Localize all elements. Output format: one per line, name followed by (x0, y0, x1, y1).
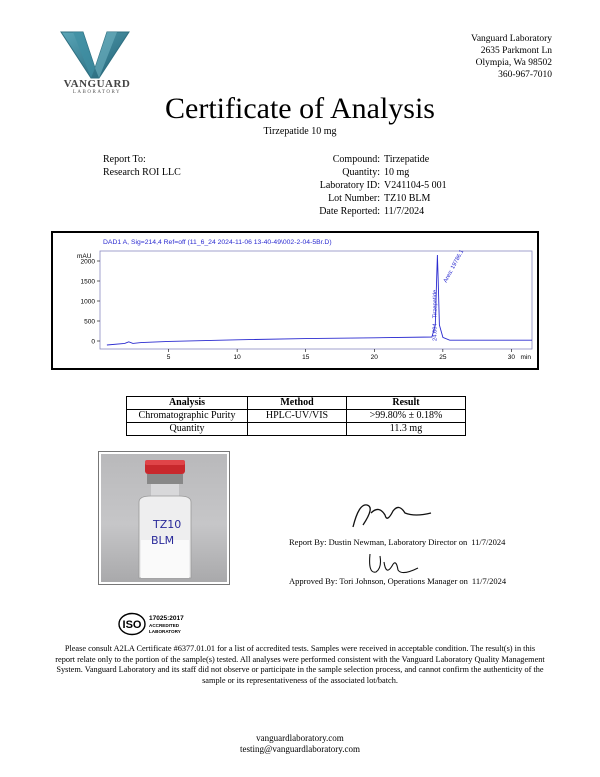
chromatogram-plot (53, 233, 537, 368)
header-analysis: Analysis (127, 397, 248, 410)
sample-photo (98, 451, 230, 585)
detail-quantity: Quantity: 10 mg (342, 167, 410, 178)
y-tick-label: 2000 (80, 258, 95, 266)
report-to-value: Research ROI LLC (103, 167, 181, 178)
vial-image (101, 454, 227, 582)
logo-subtitle: LABORATORY (72, 90, 122, 95)
approved-by (289, 576, 506, 586)
table-header-row (127, 397, 466, 410)
vial-label-line2: BLM (151, 534, 175, 547)
cell-analysis: Quantity (127, 423, 248, 436)
header-method: Method (248, 397, 347, 410)
x-unit-label: min (520, 354, 531, 361)
y-unit-label: mAU (77, 253, 92, 260)
director-signature-icon (345, 495, 435, 535)
x-tick-label: 25 (439, 354, 447, 361)
x-tick-label: 30 (507, 354, 516, 361)
lab-name: Vanguard Laboratory (471, 34, 552, 44)
lab-address (471, 33, 552, 81)
detail-compound: Compound: Tirzepatide (332, 154, 430, 165)
detail-lot-number: Lot Number: TZ10 BLM (328, 193, 431, 204)
detail-lab-id: Laboratory ID: V241104-5 001 (319, 180, 447, 191)
table-row (127, 423, 466, 436)
chromatogram (51, 231, 539, 370)
plot-frame (100, 248, 532, 349)
approved-by-text: Approved By: Tori Johnson, Operations Manager on (289, 576, 468, 586)
approved-by-date: 11/7/2024 (471, 576, 507, 586)
logo-name: VANGUARD (63, 78, 131, 90)
cell-analysis: Chromatographic Purity (127, 410, 248, 423)
y-tick-label: 1500 (80, 278, 95, 286)
peak-area-label: Area: 19786.1 (442, 248, 466, 284)
y-tick-label: 0 (91, 338, 95, 346)
email-link[interactable]: testing@vanguardlaboratory.com (240, 744, 360, 754)
peak-rt-label: 24.604 - Tirzepatide (432, 289, 439, 341)
x-tick-label: 15 (302, 354, 310, 361)
cell-result: 11.3 mg (347, 423, 466, 436)
cell-method: HPLC-UV/VIS (248, 410, 347, 423)
iso-accreditation-icon (118, 612, 202, 636)
report-by (289, 537, 505, 547)
iso-line3: LABORATORY (149, 629, 181, 634)
report-by-date: 11/7/2024 (471, 537, 506, 547)
x-tick-label: 5 (166, 354, 171, 361)
page-subtitle: Tirzepatide 10 mg (263, 126, 337, 137)
report-by-text: Report By: Dustin Newman, Laboratory Director on (289, 537, 468, 547)
results-table (126, 396, 466, 436)
chromatogram-header: DAD1 A, Sig=214,4 Ref=off (11_6_24 2024-11-06 13-40-49\002-2-04-5Br.D) (103, 239, 332, 246)
y-tick-label: 1000 (80, 298, 95, 306)
y-tick-label: 500 (84, 318, 95, 326)
detail-date-reported: Date Reported: 11/7/2024 (319, 206, 425, 217)
sample-details (300, 153, 447, 218)
vial-label-line1: TZ10 (153, 518, 182, 531)
website-link[interactable]: vanguardlaboratory.com (256, 733, 344, 743)
cell-result: >99.80% ± 0.18% (347, 410, 466, 423)
disclaimer-text: Please consult A2LA Certificate #6377.01.01 for a list of accredited tests. Samples were received in acceptable condition. The result(s) in this report relate only to the portion of the sample(s) tested. All analyses were performed consistent with the Vanguard Laboratory Quality Management System. Vanguard Laboratory and its staff did not observe or participate in the sample selection process, and cannot confirm the authenticity of the sample or its representativeness of the associated lot/batch. (55, 644, 545, 685)
report-to-label: Report To: (103, 154, 146, 165)
x-tick-label: 20 (370, 354, 378, 361)
series-line (107, 255, 532, 345)
report-to (103, 153, 181, 179)
lab-street: 2635 Parkmont Ln (480, 46, 552, 56)
cell-method (248, 423, 347, 436)
iso-line2: ACCREDITED (149, 623, 180, 628)
lab-phone: 360-967-7010 (498, 70, 552, 80)
table-row (127, 410, 466, 423)
x-tick-label: 10 (233, 354, 241, 361)
iso-line1: 17025:2017 (149, 615, 184, 622)
header-result: Result (347, 397, 466, 410)
lab-city: Olympia, Wa 98502 (475, 58, 552, 68)
iso-mark: ISO (122, 619, 142, 631)
page-title: Certificate of Analysis (165, 92, 435, 125)
